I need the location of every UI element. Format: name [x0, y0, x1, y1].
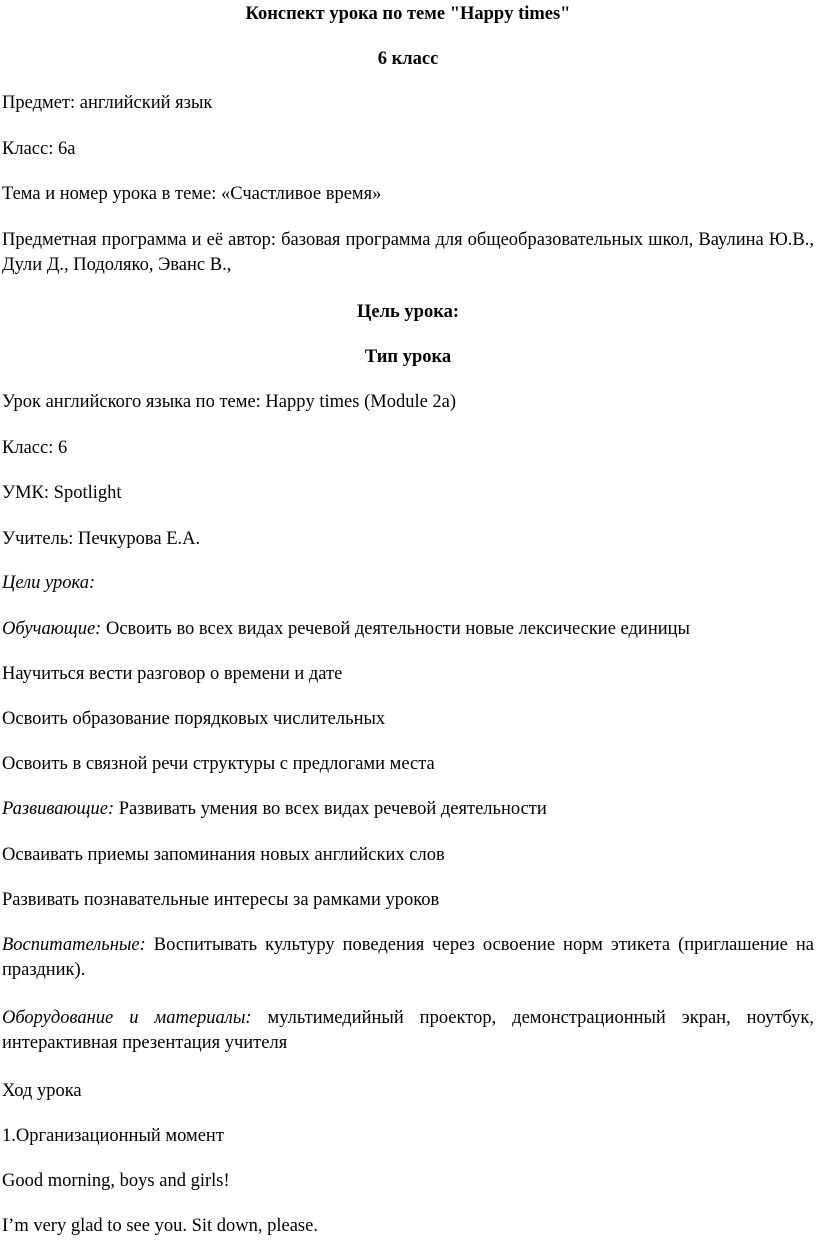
educational-text: Воспитывать культуру поведения через освоение норм этикета (приглашение на праздник).: [2, 935, 814, 980]
type-heading: Тип урока: [364, 347, 452, 367]
developing-item: Осваивать приемы запоминания новых английских слов: [2, 845, 445, 865]
equipment-text: мультимедийный проектор, демонстрационный экран, ноутбук, интерактивная презентация учителя: [2, 1008, 815, 1053]
progress-heading: Ход урока: [2, 1081, 82, 1101]
equipment-label: Оборудование и материалы:: [2, 1008, 252, 1028]
educational-goal: [2, 933, 814, 983]
document-title: Конспект урока по теме "Happy times": [245, 4, 571, 24]
grade-heading: 6 класс: [377, 49, 439, 69]
developing-item: Развивать познавательные интересы за рамками уроков: [2, 890, 440, 910]
teaching-item: Освоить в связной речи структуры с предлогами места: [2, 754, 435, 774]
teacher-line: Учитель: Печкурова Е.А.: [2, 529, 201, 549]
equipment-paragraph: [2, 1006, 814, 1056]
class2-line: Класс: 6: [2, 438, 68, 458]
developing-goal: [2, 797, 814, 822]
goal-heading: Цель урока:: [357, 302, 459, 322]
teaching-label: Обучающие:: [2, 619, 102, 639]
class-line: Класс: 6а: [2, 139, 76, 159]
subject-line: Предмет: английский язык: [2, 93, 213, 113]
developing-label: Развивающие:: [2, 799, 115, 819]
greeting-line: I’m very glad to see you. Sit down, please.: [2, 1216, 318, 1236]
program-paragraph: Предметная программа и её автор: базовая программа для общеобразовательных школ, Ваулина Ю.В., Дули Д., Подоляко, Эванс В.,: [2, 230, 814, 275]
step1-line: 1.Организационный момент: [2, 1126, 224, 1146]
educational-label: Воспитательные:: [2, 935, 146, 955]
greeting-line: Good morning, boys and girls!: [2, 1171, 230, 1191]
developing-text: Развивать умения во всех видах речевой деятельности: [114, 799, 547, 819]
teaching-item: Научиться вести разговор о времени и дате: [2, 664, 343, 684]
lesson-line: Урок английского языка по теме: Happy times (Module 2a): [2, 392, 457, 412]
goals-label: Цели урока:: [2, 573, 96, 593]
teaching-text: Освоить во всех видах речевой деятельности новые лексические единицы: [101, 619, 690, 639]
teaching-goal: [2, 617, 814, 642]
umk-line: УМК: Spotlight: [2, 483, 122, 503]
topic-line: Тема и номер урока в теме: «Счастливое время»: [2, 184, 382, 204]
teaching-item: Освоить образование порядковых числительных: [2, 709, 386, 729]
